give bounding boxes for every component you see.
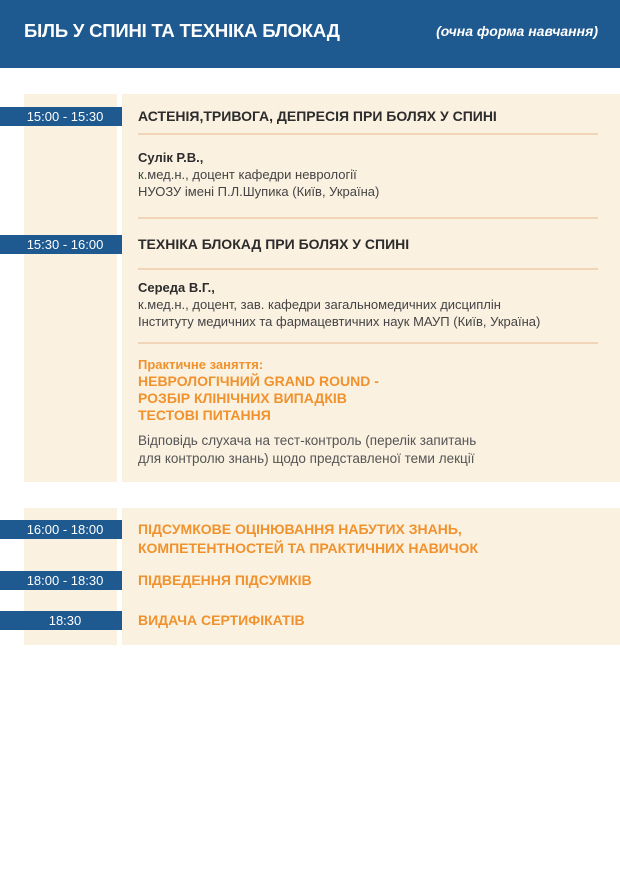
speaker-position: к.мед.н., доцент, зав. кафедри загальномедичних дисциплін xyxy=(138,297,501,312)
time-slot: 16:00 - 18:00 xyxy=(0,520,122,539)
closing-item xyxy=(138,520,478,558)
closing-item-line: ВИДАЧА СЕРТИФІКАТІВ xyxy=(138,612,305,628)
separator xyxy=(138,268,598,270)
speaker-affiliation: Інституту медичних та фармацевтичних наук МАУП (Київ, Україна) xyxy=(138,314,541,329)
header-banner xyxy=(0,0,620,68)
time-slot: 15:00 - 15:30 xyxy=(0,107,122,126)
session-title: ТЕХНІКА БЛОКАД ПРИ БОЛЯХ У СПИНІ xyxy=(138,236,410,252)
speaker-info xyxy=(138,149,379,200)
separator xyxy=(138,133,598,135)
panel-divider xyxy=(117,94,122,482)
speaker-name: Сулік Р.В., xyxy=(138,150,204,165)
assessment-note xyxy=(138,432,476,468)
note-line: для контролю знань) щодо представленої теми лекції xyxy=(138,451,475,466)
closing-item-line: ПІДСУМКОВЕ ОЦІНЮВАННЯ НАБУТИХ ЗНАНЬ, xyxy=(138,521,462,537)
time-slot: 15:30 - 16:00 xyxy=(0,235,122,254)
practical-item: РОЗБІР КЛІНІЧНИХ ВИПАДКІВ xyxy=(138,390,347,406)
practical-item: ТЕСТОВІ ПИТАННЯ xyxy=(138,407,271,423)
closing-item-line: ПІДВЕДЕННЯ ПІДСУМКІВ xyxy=(138,572,312,588)
session-title: АСТЕНІЯ,ТРИВОГА, ДЕПРЕСІЯ ПРИ БОЛЯХ У СПИНІ xyxy=(138,108,497,124)
speaker-position: к.мед.н., доцент кафедри неврології xyxy=(138,167,357,182)
time-slot: 18:30 xyxy=(0,611,122,630)
separator xyxy=(138,217,598,219)
page-subtitle: (очна форма навчання) xyxy=(436,23,598,39)
practical-item: НЕВРОЛОГІЧНИЙ GRAND ROUND - xyxy=(138,373,379,389)
speaker-info xyxy=(138,279,540,330)
practical-label: Практичне заняття: xyxy=(138,357,264,372)
speaker-affiliation: НУОЗУ імені П.Л.Шупика (Київ, Україна) xyxy=(138,184,380,199)
practical-session xyxy=(138,356,379,424)
separator xyxy=(138,342,598,344)
page-title: БІЛЬ У СПИНІ ТА ТЕХНІКА БЛОКАД xyxy=(24,20,340,41)
speaker-name: Середа В.Г., xyxy=(138,280,215,295)
time-slot: 18:00 - 18:30 xyxy=(0,571,122,590)
closing-item-line: КОМПЕТЕНТНОСТЕЙ ТА ПРАКТИЧНИХ НАВИЧОК xyxy=(138,540,479,556)
closing-item xyxy=(138,571,312,590)
note-line: Відповідь слухача на тест-контроль (перелік запитань xyxy=(138,433,477,448)
closing-item xyxy=(138,611,305,630)
